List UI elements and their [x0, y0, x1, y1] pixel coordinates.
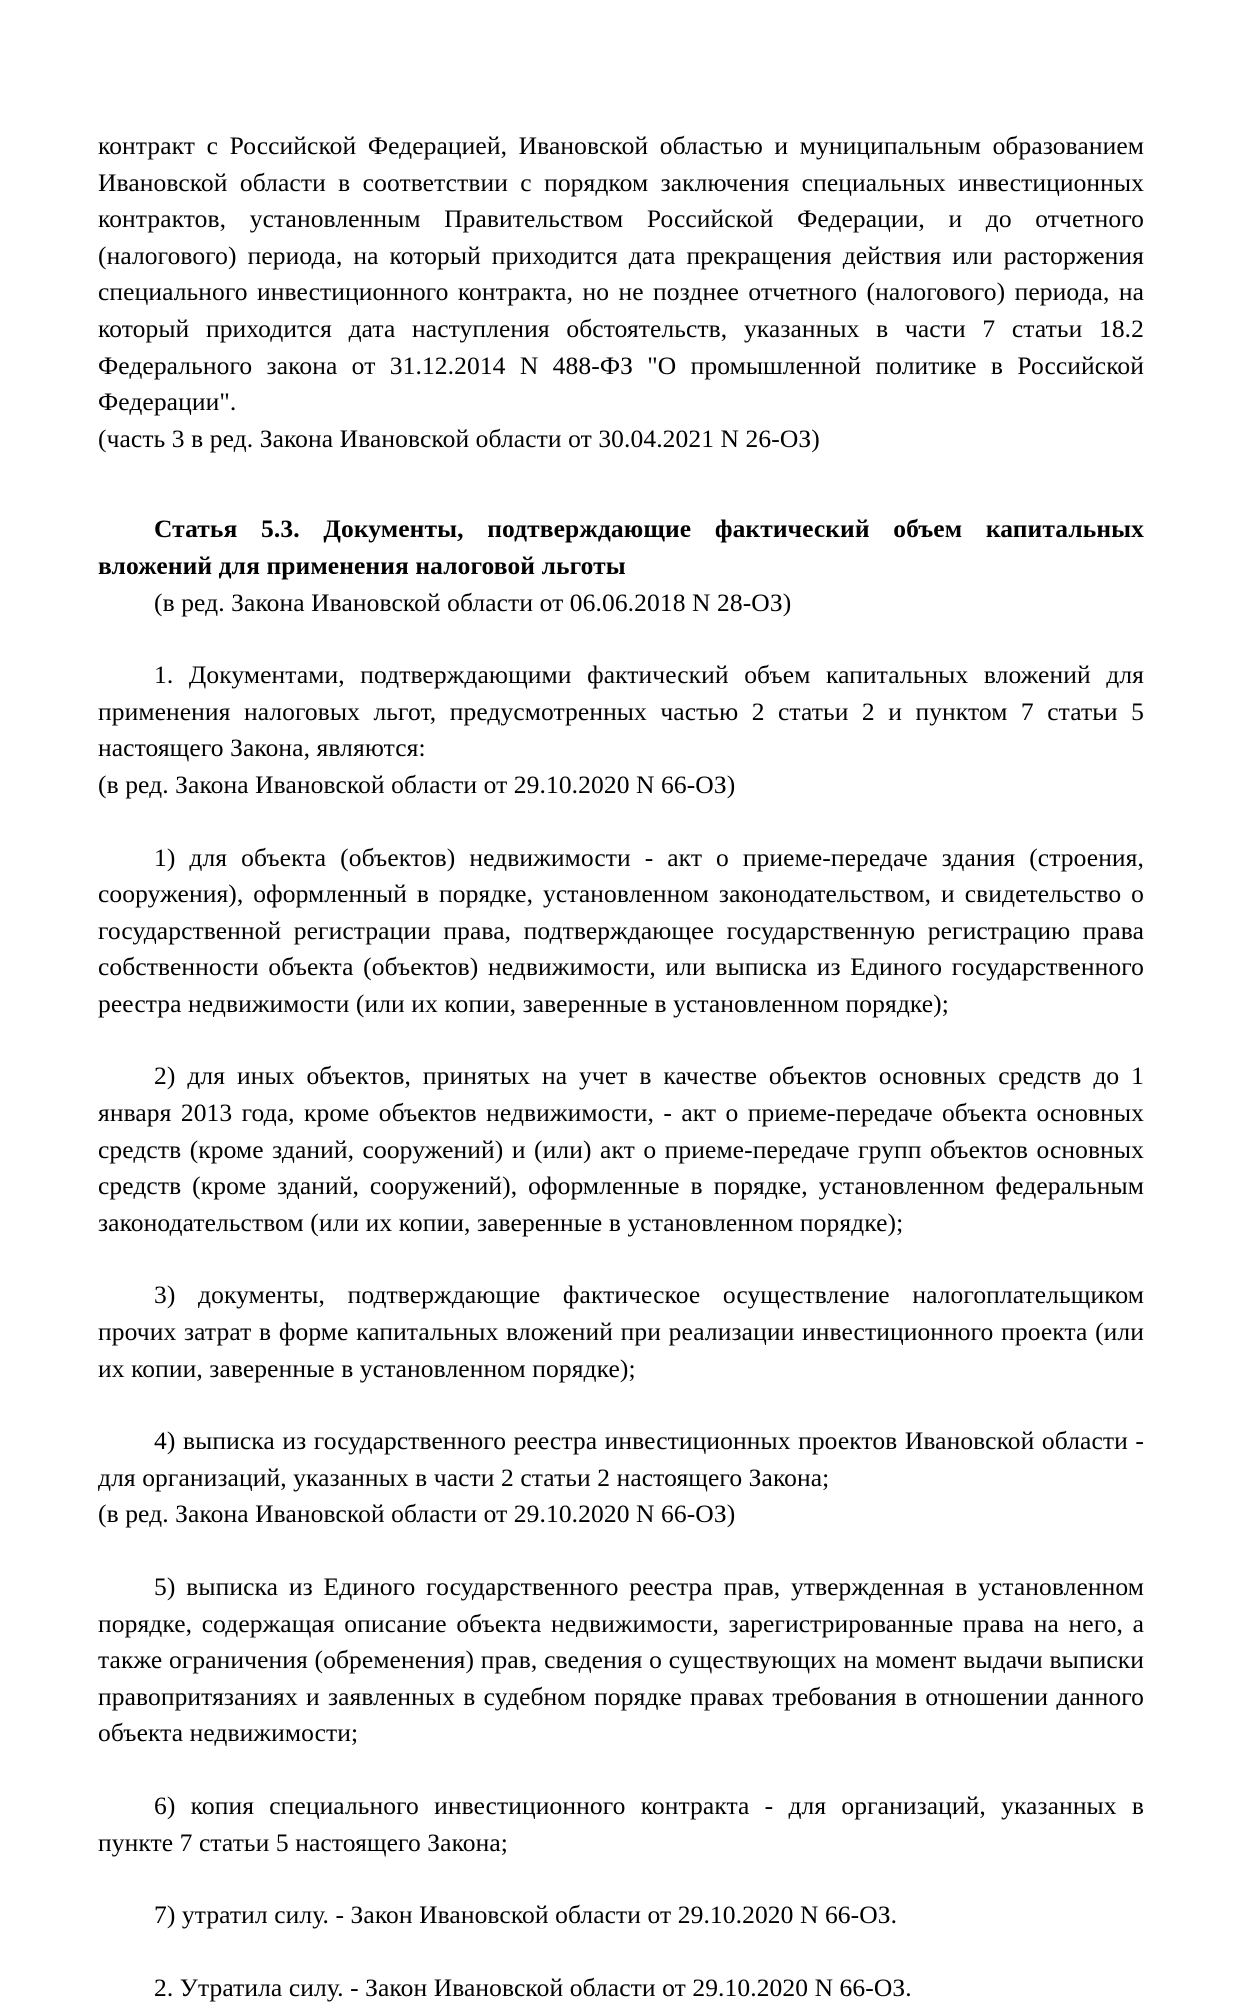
subitem-7: 7) утратил силу. - Закон Ивановской области от 29.10.2020 N 66-ОЗ. [154, 1900, 898, 1930]
subitem-1: 1) для объекта (объектов) недвижимости - акт о приеме-передаче здания (строения, сооружения), оформленный в порядке, установленном законодательством, и свидетельство о государственной регистрации права, подтверждающее государственную регистрацию права собственности объекта (объектов) недвижимости, или выписка из Единого государственного реестра недвижимости (или их копии, заверенные в установленном порядке); [98, 842, 1144, 1018]
spacer [98, 621, 1144, 657]
article-heading-5-3: Статья 5.3. Документы, подтверждающие фактический объем капитальных вложений для применения налоговой льготы [98, 514, 1144, 580]
note-item1-edition: (в ред. Закона Ивановской области от 29.10.2020 N 66-ОЗ) [98, 769, 736, 799]
item-2: 2. Утратила силу. - Закон Ивановской области от 29.10.2020 N 66-ОЗ. [154, 1972, 912, 2002]
spacer [98, 457, 1144, 511]
item-1: 1. Документами, подтверждающими фактический объем капитальных вложений для применения налоговых льгот, предусмотренных частью 2 статьи 2 и пунктом 7 статьи 5 настоящего Закона, являются: [98, 660, 1144, 763]
note-part3-edition: (часть 3 в ред. Закона Ивановской области от 30.04.2021 N 26-ОЗ) [98, 423, 820, 453]
subitem-5: 5) выписка из Единого государственного реестра прав, утвержденная в установленном порядке, содержащая описание объекта недвижимости, зарегистрированные права на него, а также ограничения (обременения) прав, сведения о существующих на момент выдачи выписки правопритязаниях и заявленных в судебном порядке правах требования в отношении данного объекта недвижимости; [98, 1572, 1144, 1748]
subitem-2: 2) для иных объектов, принятых на учет в качестве объектов основных средств до 1 января 2013 года, кроме объектов недвижимости, - акт о приеме-передаче объекта основных средств (кроме зданий, сооружений) и (или) акт о приеме-передаче групп объектов основных средств (кроме зданий, сооружений), оформленные в порядке, установленном федеральным законодательством (или их копии, заверенные в установленном порядке); [98, 1061, 1144, 1237]
spacer [98, 1861, 1144, 1897]
spacer [98, 1241, 1144, 1277]
subitem-6: 6) копия специального инвестиционного контракта - для организаций, указанных в пункте 7 статьи 5 настоящего Закона; [98, 1790, 1144, 1857]
subitem-4: 4) выписка из государственного реестра инвестиционных проектов Ивановской области - для организаций, указанных в части 2 статьи 2 настоящего Закона; [98, 1426, 1144, 1492]
note-subitem4-edition: (в ред. Закона Ивановской области от 29.10.2020 N 66-ОЗ) [98, 1499, 736, 1529]
spacer [98, 1387, 1144, 1423]
document-body [98, 128, 1144, 2006]
spacer [98, 1934, 1144, 1970]
paragraph-contract-continuation: контракт с Российской Федерацией, Ивановской областью и муниципальным образованием Ивановской области в соответствии с порядком заключения специальных инвестиционных контрактов, установленным Правительством Российской Федерации, и до отчетного (налогового) периода, на который приходится дата прекращения действия или расторжения специального инвестиционного контракта, но не позднее отчетного (налогового) периода, на который приходится дата наступления обстоятельств, указанных в части 7 статьи 18.2 Федерального закона от 31.12.2014 N 488-ФЗ "О промышленной политике в Российской Федерации". [98, 131, 1144, 417]
spacer [98, 804, 1144, 840]
spacer [98, 1752, 1144, 1788]
spacer [98, 1533, 1144, 1569]
subitem-3: 3) документы, подтверждающие фактическое осуществление налогоплательщиком прочих затрат в форме капитальных вложений при реализации инвестиционного проекта (или их копии, заверенные в установленном порядке); [98, 1280, 1144, 1383]
spacer [98, 1022, 1144, 1058]
note-article-edition: (в ред. Закона Ивановской области от 06.06.2018 N 28-ОЗ) [154, 587, 792, 617]
